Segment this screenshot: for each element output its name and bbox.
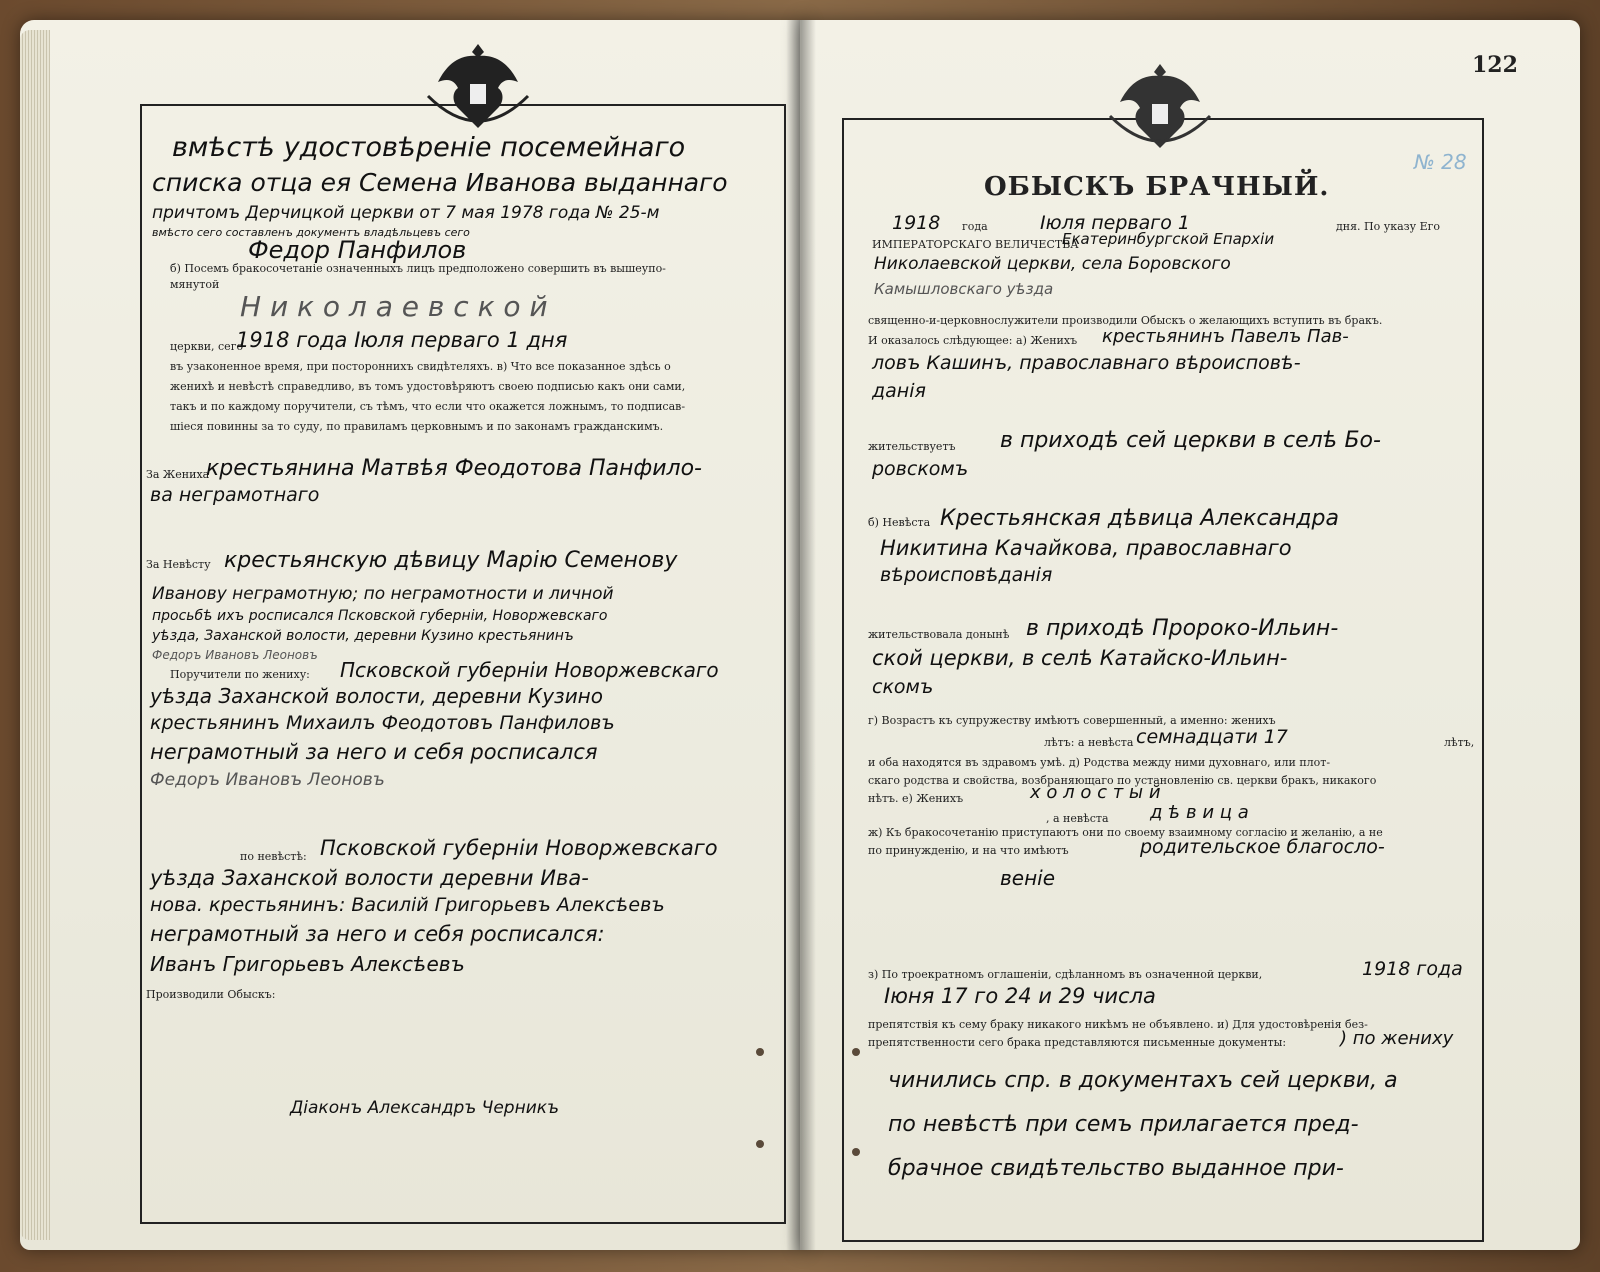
- right-print-age-1: г) Возрастъ къ супружеству имѣютъ совершенный, а именно: женихъ: [868, 714, 1276, 727]
- left-print-line-4: шіеся повинны за то суду, по правиламъ церковнымъ и по законамъ гражданскимъ.: [170, 420, 664, 433]
- left-hw-bride-1: крестьянскую дѣвицу Марію Семенову: [224, 548, 678, 573]
- page-edges: [20, 30, 50, 1240]
- right-hw-groom-3: данія: [872, 380, 926, 402]
- right-print-resides: жительствуетъ: [868, 440, 956, 453]
- left-hw-bg-2: уѣзда Заханской волости деревни Ива-: [150, 866, 589, 890]
- left-hw-gg-4: неграмотный за него и себя росписался: [150, 740, 598, 764]
- right-hw-docs-4: брачное свидѣтельство выданное при-: [888, 1156, 1344, 1181]
- right-hw-resides-2: ровскомъ: [872, 458, 969, 480]
- double-headed-eagle-crest-icon: [418, 36, 538, 140]
- right-hw-banns-1: 1918 года: [1362, 958, 1463, 980]
- binding-hole: [756, 1048, 764, 1056]
- left-print-bride-guarantors: по невѣстѣ:: [240, 850, 307, 863]
- right-hw-groom-1: крестьянинъ Павелъ Пав-: [1102, 326, 1349, 347]
- right-print-resided: жительствовала донынѣ: [868, 628, 1010, 641]
- left-hw-bride-2: Иванову неграмотную; по неграмотности и личной: [152, 584, 614, 604]
- right-hw-consent-1: родительское благосло-: [1140, 836, 1385, 858]
- double-headed-eagle-crest-icon: [1100, 56, 1220, 160]
- right-hw-diocese-1: Екатеринбургской Епархіи: [1062, 230, 1275, 248]
- right-print-found: И оказалось слѣдующее: а) Женихъ: [868, 334, 1078, 347]
- book-gutter: [786, 20, 816, 1250]
- right-hw-diocese-3: Камышловскаго уѣзда: [874, 280, 1054, 298]
- left-hw-gg-5: Федоръ Ивановъ Леоновъ: [150, 770, 385, 790]
- left-hw-gg-1: Псковской губерніи Новоржевскаго: [340, 658, 719, 682]
- right-print-majesty: ИМПЕРАТОРСКАГО ВЕЛИЧЕСТВА: [872, 238, 1079, 251]
- right-hw-docs-1: ) по жениху: [1340, 1028, 1454, 1049]
- right-hw-resides-1: в приходѣ сей церкви в селѣ Бо-: [1000, 428, 1381, 453]
- left-print-1: б) Посемъ бракосочетаніе означенныхъ лицъ предположено совершить въ вышеупо-: [170, 262, 666, 275]
- right-hw-diocese-2: Николаевской церкви, села Боровского: [874, 254, 1231, 274]
- left-hw-bride-5: Федоръ Ивановъ Леоновъ: [152, 648, 318, 662]
- left-hw-top-2: списка отца ея Семена Иванова выданнаго: [152, 168, 728, 197]
- left-print-line-2: женихѣ и невѣстѣ справедливо, въ томъ удостовѣряютъ своею подписью какъ они сами,: [170, 380, 686, 393]
- binding-hole: [756, 1140, 764, 1148]
- right-print-line-2: скаго родства и свойства, возбраняющаго по установленію св. церкви бракъ, никакого: [868, 774, 1377, 787]
- left-print-church: церкви, сего: [170, 340, 244, 353]
- right-print-age-3: лѣтъ,: [1444, 736, 1475, 749]
- left-hw-bg-5: Иванъ Григорьевъ Алексѣевъ: [150, 952, 465, 976]
- left-hw-signature: Діаконъ Александръ Черникъ: [290, 1098, 560, 1118]
- right-hw-consent-2: веніе: [1000, 866, 1056, 890]
- right-print-consent-2: по принужденію, и на что имѣютъ: [868, 844, 1069, 857]
- left-hw-gg-3: крестьянинъ Михаилъ Феодотовъ Панфиловъ: [150, 712, 615, 734]
- right-hw-resided-2: ской церкви, в селѣ Катайско-Ильин-: [872, 646, 1288, 670]
- left-print-line-3: такъ и по каждому поручители, съ тѣмъ, что если что окажется ложнымъ, то подписав-: [170, 400, 686, 413]
- left-print-1b: мянутой: [170, 278, 220, 291]
- right-print-year: года: [962, 220, 988, 233]
- left-print-line-1: въ узаконенное время, при постороннихъ свидѣтеляхъ. в) Что все показанное здѣсь о: [170, 360, 671, 373]
- left-hw-top-5: Федор Панфилов: [248, 236, 467, 264]
- left-hw-date: 1918 года Іюля перваго 1 дня: [236, 328, 568, 352]
- left-hw-groom-1: крестьянина Матвѣя Феодотова Панфило-: [206, 456, 702, 481]
- left-hw-bride-4: уѣзда, Заханской волости, деревни Кузино крестьянинъ: [152, 628, 574, 644]
- right-print-line-3: нѣтъ. е) Женихъ: [868, 792, 964, 805]
- right-hw-first-2: д ѣ в и ц а: [1150, 802, 1249, 823]
- right-print-obst-1: препятствія къ сему браку никакого никѣмъ не объявлено. и) Для удостовѣренія без-: [868, 1018, 1368, 1031]
- page-number: 122: [1472, 52, 1518, 78]
- record-number-annotation: № 28: [1414, 150, 1467, 174]
- left-hw-bg-3: нова. крестьянинъ: Василій Григорьевъ Алексѣевъ: [150, 894, 665, 916]
- left-hw-top-1: вмѣстѣ удостовѣреніе посемейнаго: [172, 132, 686, 163]
- right-print-bride: б) Невѣста: [868, 516, 931, 529]
- left-print-bride: За Невѣсту: [146, 558, 211, 571]
- right-hw-bride-2: Никитина Качайкова, православнаго: [880, 536, 1292, 560]
- left-hw-groom-2: ва неграмотнаго: [150, 484, 320, 506]
- left-print-groom-guarantors: Поручители по жениху:: [170, 668, 310, 681]
- right-print-consent-1: ж) Къ бракосочетанію приступаютъ они по своему взаимному согласію и желанію, а не: [868, 826, 1383, 839]
- right-print-line-1: и оба находятся въ здравомъ умѣ. д) Родства между ними духовнаго, или плот-: [868, 756, 1331, 769]
- right-hw-banns-2: Іюня 17 го 24 и 29 числа: [884, 984, 1156, 1008]
- right-hw-bride-1: Крестьянская дѣвица Александра: [940, 506, 1339, 531]
- left-hw-top-3: причтомъ Дерчицкой церкви от 7 мая 1978 года № 25-м: [152, 203, 660, 223]
- left-hw-bg-1: Псковской губерніи Новоржевскаго: [320, 836, 718, 860]
- right-print-obst-2: препятственности сего брака представляются письменные документы:: [868, 1036, 1287, 1049]
- left-hw-top-4: вмѣсто сего составленъ документъ владѣльцевъ сего: [152, 226, 470, 239]
- left-print-groom: За Жениха: [146, 468, 210, 481]
- right-hw-resided-1: в приходѣ Пророко-Ильин-: [1026, 616, 1339, 641]
- right-hw-first-1: х о л о с т ы й: [1030, 782, 1161, 803]
- right-hw-bride-3: вѣроисповѣданія: [880, 564, 1053, 586]
- right-hw-groom-2: ловъ Кашинъ, православнаго вѣроисповѣ-: [872, 352, 1301, 374]
- document-title: ОБЫСКЪ БРАЧНЫЙ.: [984, 172, 1330, 202]
- left-print-examination: Производили Обыскъ:: [146, 988, 276, 1001]
- left-hw-bg-4: неграмотный за него и себя росписался:: [150, 922, 605, 946]
- right-print-age-2: лѣтъ: а невѣста: [1044, 736, 1134, 749]
- right-print-bride-2: , а невѣста: [1046, 812, 1109, 825]
- binding-hole: [852, 1048, 860, 1056]
- right-print-banns: з) По троекратномъ оглашеніи, сдѣланномъ въ означенной церкви,: [868, 968, 1263, 981]
- right-hw-month: Іюля перваго 1: [1040, 212, 1190, 234]
- left-hw-bride-3: просьбѣ ихъ росписался Псковской губерніи, Новоржевскаго: [152, 608, 608, 624]
- right-hw-age: семнадцати 17: [1136, 726, 1288, 748]
- right-print-decree: дня. По указу Его: [1336, 220, 1441, 233]
- right-hw-year: 1918: [892, 212, 941, 234]
- right-print-clergy: священно-и-церковнослужители производили Обыскъ о желающихъ вступить въ бракъ.: [868, 314, 1383, 327]
- binding-hole: [852, 1148, 860, 1156]
- right-hw-docs-3: по невѣстѣ при семъ прилагается пред-: [888, 1112, 1359, 1137]
- left-hw-gg-2: уѣзда Заханской волости, деревни Кузино: [150, 684, 603, 708]
- right-hw-resided-3: скомъ: [872, 676, 934, 698]
- right-hw-docs-2: чинились спр. в документахъ сей церкви, а: [888, 1068, 1398, 1093]
- left-hw-church: Н и к о л а е в с к о й: [240, 290, 548, 323]
